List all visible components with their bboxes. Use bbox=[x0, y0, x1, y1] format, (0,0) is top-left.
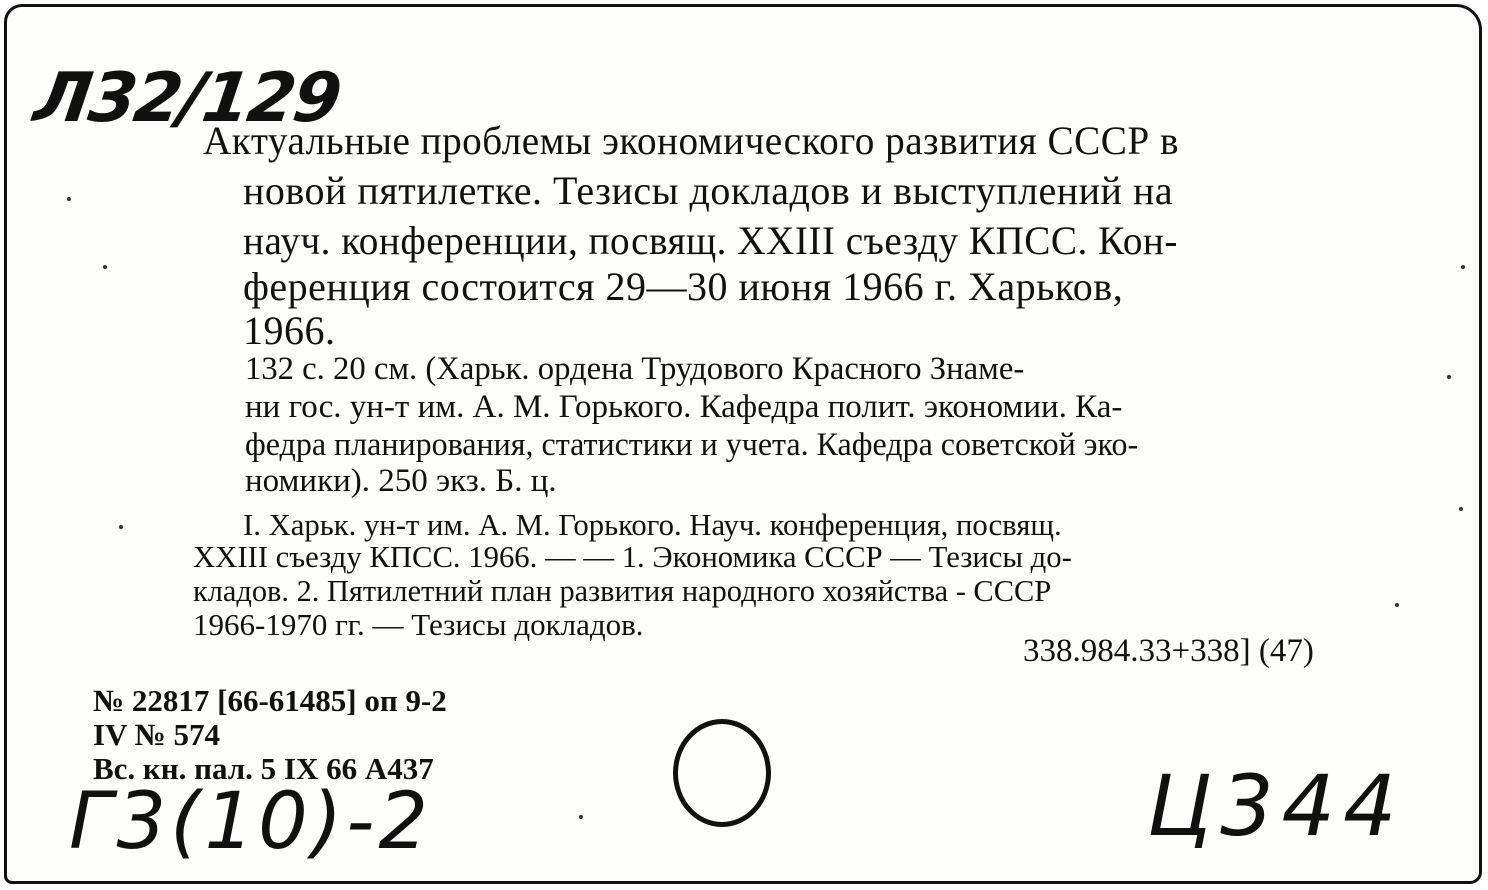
title-line-1: Актуальные проблемы экономического развития СССР в bbox=[203, 118, 1179, 163]
registry-line-2: IV № 574 bbox=[93, 717, 221, 752]
classification-index: 338.984.33+338] (47) bbox=[1023, 633, 1314, 669]
scan-speck bbox=[103, 265, 107, 269]
title-line-3: науч. конференции, посвящ. XXIII съезду КПСС. Кон- bbox=[243, 218, 1178, 263]
scan-speck bbox=[1459, 507, 1463, 511]
description-line-4: номики). 250 экз. Б. ц. bbox=[245, 463, 557, 499]
handwritten-call-number: Л32/129 bbox=[29, 59, 345, 138]
tracing-line-1: I. Харьк. ун-т им. А. М. Горького. Науч. конференция, посвящ. bbox=[243, 507, 1062, 542]
tracing-line-2: XXIII съезду КПСС. 1966. — — 1. Экономика СССР — Тезисы до- bbox=[193, 539, 1072, 574]
scan-speck bbox=[1461, 265, 1465, 269]
description-line-2: ни гос. ун-т им. А. М. Горького. Кафедра полит. экономии. Ка- bbox=[245, 389, 1123, 425]
registry-line-1: № 22817 [66-61485] оп 9-2 bbox=[93, 683, 447, 718]
title-line-4: ференция состоится 29—30 июня 1966 г. Харьков, bbox=[243, 264, 1124, 309]
handwritten-shelf-mark: Г3(10)-2 bbox=[69, 777, 432, 867]
scan-speck bbox=[579, 815, 583, 819]
scan-speck bbox=[1395, 603, 1399, 607]
tracing-line-3: кладов. 2. Пятилетний план развития народного хозяйства - СССР bbox=[193, 573, 1052, 608]
scan-speck bbox=[1447, 375, 1451, 379]
title-line-2: новой пятилетке. Тезисы докладов и выступлений на bbox=[243, 168, 1174, 213]
handwritten-inventory-mark: Ц344 bbox=[1147, 757, 1405, 855]
description-line-1: 132 с. 20 см. (Харьк. ордена Трудового Красного Знаме- bbox=[245, 351, 1025, 387]
description-line-3: федра планирования, статистики и учета. Кафедра советской эко- bbox=[245, 427, 1139, 463]
registry-line-3: Вс. кн. пал. 5 IX 66 А437 bbox=[93, 751, 434, 786]
scan-speck bbox=[119, 525, 123, 529]
scan-speck bbox=[67, 197, 71, 201]
title-line-5: 1966. bbox=[243, 308, 336, 353]
tracing-line-4: 1966-1970 гг. — Тезисы докладов. bbox=[193, 607, 644, 642]
catalog-card bbox=[4, 4, 1482, 884]
card-punch-hole bbox=[673, 719, 771, 827]
